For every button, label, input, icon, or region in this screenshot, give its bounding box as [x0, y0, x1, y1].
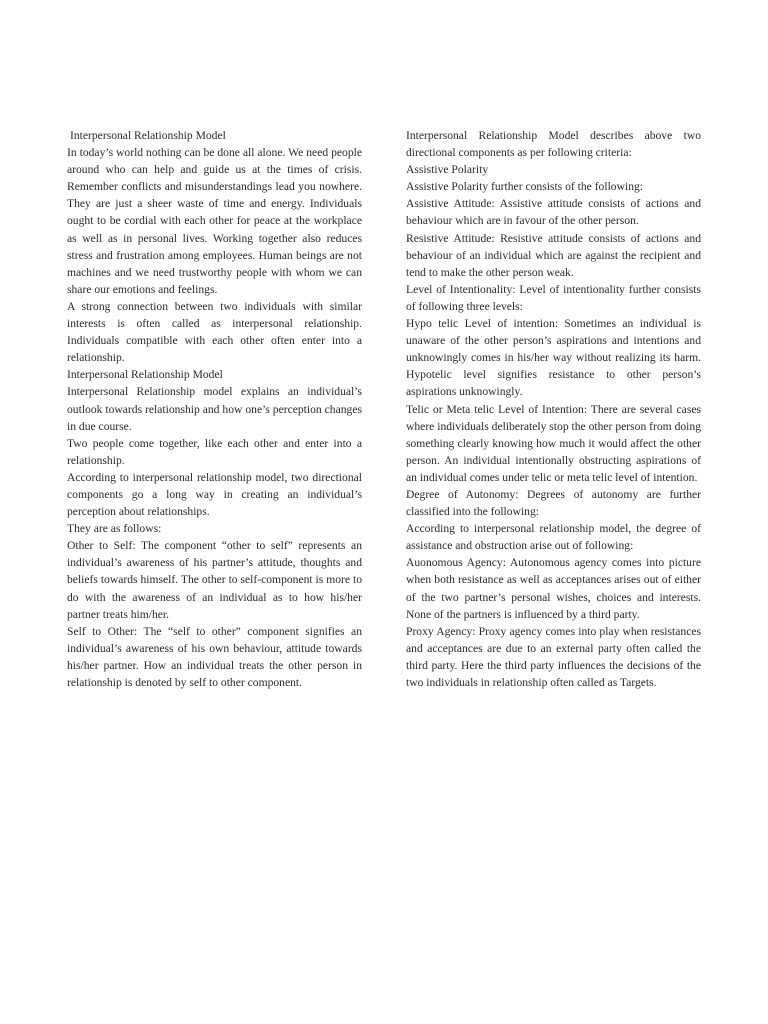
paragraph: A strong connection between two individuals with similar interests is often called as interpersonal relationship. Individuals compatible with each other often enter into a relationship.	[67, 299, 362, 365]
section-heading: Interpersonal Relationship Model	[67, 368, 223, 382]
paragraph: Hypo telic Level of intention: Sometimes an individual is unaware of the other person’s aspirations and intentions and unknowingly comes in his/her way without realizing its harm. Hypotelic level signifies resistance to other person’s aspirations unknowingly.	[406, 317, 701, 399]
paragraph: Assistive Attitude: Assistive attitude consists of actions and behaviour which are in favour of the other person.	[406, 197, 701, 228]
paragraph: Self to Other: The “self to other” component signifies an individual’s awareness of his own behaviour, attitude towards his/her partner. How an individual treats the other person in relationship is denoted by self to other component.	[67, 624, 362, 689]
paragraph: Interpersonal Relationship Model describes above two directional components as per following criteria:	[406, 129, 701, 160]
paragraph: Proxy Agency: Proxy agency comes into play when resistances and acceptances are due to an external party often called the third party. Here the third party influences the decisions of the two individuals in relationship often called as Targets.	[406, 624, 701, 689]
paragraph: Telic or Meta telic Level of Intention: There are several cases where individuals deliberately stop the other person from doing something clearly knowing how much it would affect the other person. An individual intentionally obstructing aspirations of an individual comes under telic or meta telic level of intention.	[406, 402, 701, 484]
paragraph: Degree of Autonomy: Degrees of autonomy are further classified into the following:	[406, 487, 701, 519]
paragraph: Resistive Attitude: Resistive attitude consists of actions and behaviour of an individual which are against the recipient and tend to make the other person weak.	[406, 231, 701, 279]
paragraph: Other to Self: The component “other to self” represents an individual’s awareness of his partner’s attitude, thoughts and beliefs towards himself. The other to self-component is more to do with the awareness of an individual as to how his/her partner treats him/her.	[67, 539, 362, 621]
paragraph: Interpersonal Relationship model explains an individual’s outlook towards relationship and how one’s perception changes in due course.	[67, 385, 362, 433]
section-heading: Interpersonal Relationship Model	[70, 129, 226, 142]
right-column	[406, 127, 701, 691]
paragraph: Two people come together, like each other and enter into a relationship.	[67, 436, 362, 467]
section-heading: Assistive Polarity	[406, 163, 489, 177]
paragraph: Level of Intentionality: Level of intentionality further consists of following three levels:	[406, 282, 701, 313]
section-heading: They are as follows:	[67, 522, 162, 536]
paragraph: Assistive Polarity further consists of the following:	[406, 180, 644, 194]
left-column	[67, 127, 362, 691]
paragraph: According to interpersonal relationship model, two directional components go a long way in creating an individual’s perception about relationships.	[67, 470, 362, 519]
paragraph: According to interpersonal relationship model, the degree of assistance and obstruction arise out of following:	[406, 522, 701, 553]
paragraph: In today’s world nothing can be done all alone. We need people around who can help and guide us at the times of crisis. Remember conflicts and misunderstandings lead you nowhere. They are just a sheer waste of time and energy. Individuals ought to be cordial with each other for peace at the workplace as well as in personal lives. Working together also reduces stress and frustration among employees. Human beings are not machines and we need trustworthy people with whom we can share our emotions and feelings.	[67, 146, 362, 296]
paragraph: Auonomous Agency: Autonomous agency comes into picture when both resistance as well as acceptances arises out of either of the two partner’s personal wishes, choices and interests. None of the partners is influenced by a third party.	[406, 556, 701, 621]
